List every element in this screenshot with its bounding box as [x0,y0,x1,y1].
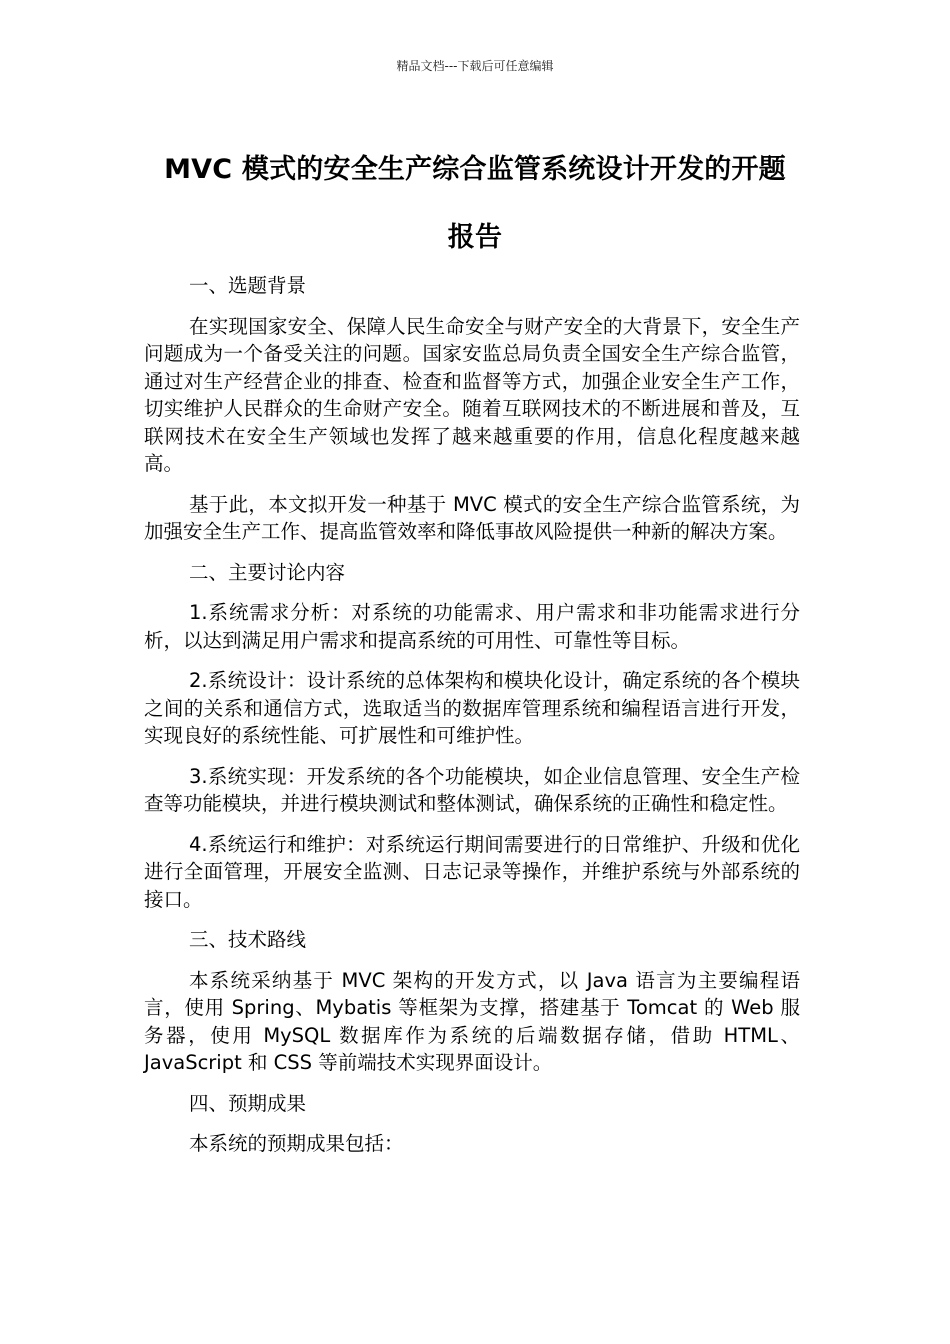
title-line-1: MVC 模式的安全生产综合监管系统设计开发的开题 [164,154,786,185]
paragraph-background-2: 基于此，本文拟开发一种基于 MVC 模式的安全生产综合监管系统，为加强安全生产工作、提高监管效率和降低事故风险提供一种新的解决方案。 [144,492,800,543]
document-title [135,136,815,272]
section-heading-content: 二、主要讨论内容 [189,560,346,584]
header-note: 精品文档---下载后可任意编辑 [396,59,554,73]
paragraph-expected-results: 本系统的预期成果包括： [189,1132,404,1155]
paragraph-tech-route: 本系统采纳基于 MVC 架构的开发方式，以 Java 语言为主要编程语言，使用 Spring、Mybatis 等框架为支撑，搭建基于 Tomcat 的 Web 服务器，使用 MySQL 数据库作为系统的后端数据存储，借助 HTML、JavaScript 和 CSS 等前端技术实现界面设计。 [144,968,800,1074]
section-heading-tech-route: 三、技术路线 [189,928,307,951]
content-item-4: 4.系统运行和维护：对系统运行期间需要进行的日常维护、升级和优化进行全面管理，开展安全监测、日志记录等操作，并维护系统与外部系统的接口。 [144,832,800,911]
content-item-3: 3.系统实现：开发系统的各个功能模块，如企业信息管理、安全生产检查等功能模块，并进行模块测试和整体测试，确保系统的正确性和稳定性。 [144,764,800,815]
paragraph-background-1: 在实现国家安全、保障人民生命安全与财产安全的大背景下，安全生产问题成为一个备受关注的问题。国家安监总局负责全国安全生产综合监管，通过对生产经营企业的排查、检查和监督等方式，加强企业安全生产工作，切实维护人民群众的生命财产安全。随着互联网技术的不断进展和普及，互联网技术在安全生产领域也发挥了越来越重要的作用，信息化程度越来越高。 [144,314,800,475]
title-line-2: 报告 [447,222,503,253]
content-item-2: 2.系统设计：设计系统的总体架构和模块化设计，确定系统的各个模块之间的关系和通信方式，选取适当的数据库管理系统和编程语言进行开发，实现良好的系统性能、可扩展性和可维护性。 [144,669,800,747]
document-body [144,272,800,1171]
section-heading-background: 一、选题背景 [189,274,307,297]
section-heading-expected-results: 四、预期成果 [189,1091,307,1115]
content-item-1: 1.系统需求分析：对系统的功能需求、用户需求和非功能需求进行分析，以达到满足用户需求和提高系统的可用性、可靠性等目标。 [144,601,800,652]
